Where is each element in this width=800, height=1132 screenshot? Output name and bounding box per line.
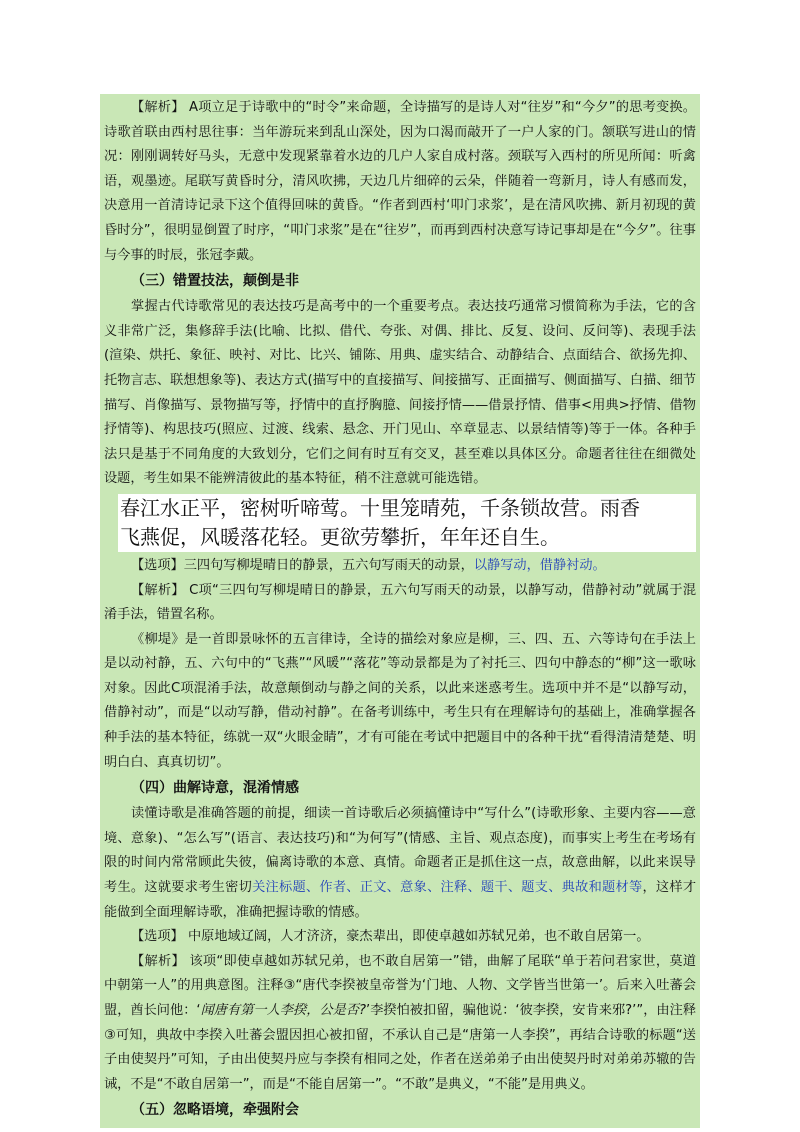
- analysis-paragraph-2: [104, 579, 696, 628]
- section-heading-4: （四）曲解诗意，混淆情感: [131, 780, 299, 797]
- analysis-paragraph-3: [104, 950, 696, 1098]
- option-paragraph-1: [104, 554, 696, 579]
- section-heading-3: （三）错置技法，颠倒是非: [131, 273, 299, 290]
- analysis-paragraph-1: [104, 96, 696, 268]
- analysis-label: 【解析】: [131, 100, 185, 115]
- poem-line-1: 春江水正平，密树听啼莺。十里笼晴苑，千条锁故营。雨香: [120, 495, 640, 520]
- poem-block: [118, 494, 696, 552]
- option-highlight: 以静写动，借静衬动。: [473, 557, 606, 573]
- option-label: 【选项】: [131, 557, 184, 573]
- analysis-text-b: ’李揆怕被扣留，骗他说：‘彼李揆，安肯来邪?’”，由注释③可知，典故中李揆入吐蕃会盟因担心被扣留，不承认自己是“唐第一人李揆”，再结合诗歌的标题“送子由使契丹”可知，子由出使契丹应与李揆有相同之处，作者在送弟弟子由出使契丹时对弟弟苏辙的告诫，不是“不敢自居第一”，而是“不能自居第一”。“不敢”是典义，“不能”是用典义。: [104, 1003, 697, 1092]
- liudi-paragraph: 《柳堤》是一首即景咏怀的五言律诗，全诗的描绘对象应是柳，三、四、五、六等诗句在手法上是以动衬静，五、六句中的“飞燕”“风暖”“落花”等动景都是为了衬托三、四句中静态的“柳”这一歌咏对象。因此C项混淆手法，故意颠倒动与静之间的关系，以此来迷惑考生。选项中并不是“以静写动，借静衬动”，而是“以动写静，借动衬静”。在备考训练中，考生只有在理解诗句的基础上，准确掌握各种手法的基本特征，练就一双“火眼金睛”，才有可能在考试中把题目中的各种干扰“看得清清楚楚、明明白白、真真切切”。: [104, 631, 696, 770]
- analysis-label: 【解析】: [131, 582, 185, 598]
- analysis-text: A项立足于诗歌中的“时令”来命题，全诗描写的是诗人对“往岁”和“今夕”的思考变换。诗歌首联由西村思往事：当年游玩来到乱山深处，因为口渴而敲开了一户人家的门。颔联写进山的情况：刚刚调转好马头，无意中发现紧靠着水边的几户人家自成村落。颈联写入西村的所见所闻：听禽语，观墨迹。尾联写黄昏时分，清风吹拂，天边几片细碎的云朵，伴随着一弯新月，诗人有感而发，决意用一首清诗记录下这个值得回味的黄昏。“作者到西村‘叩门求浆’，是在清风吹拂、新月初现的黄昏时分”，很明显倒置了时序，“叩门求浆”是在“往岁”，而再到西村决意写诗记事却是在“今夕”。往事与今事的时辰，张冠李戴。: [104, 100, 696, 263]
- option-text: 三四句写柳堤晴日的静景，五六句写雨天的动景，: [183, 557, 474, 573]
- analysis-label: 【解析】: [131, 953, 185, 969]
- option-text: 中原地域辽阔，人才济济，豪杰辈出，即使卓越如苏轼兄弟，也不敢自居第一。: [183, 929, 650, 945]
- reading-text-a: 读懂诗歌是准确答题的前提，细读一首诗歌后必须搞懂诗中“写什么”(诗歌形象、主要内容——意境、意象)、“怎么写”(语言、表达技巧)和“为何写”(情感、主旨、观点态度)，而事实上考生在考场有限的时间内常常顾此失彼，偏离诗歌的本意、真情。命题者正是抓住这一点，故意曲解，以此来误导考生。这就要求考生密切: [104, 806, 696, 896]
- techniques-paragraph: 掌握古代诗歌常见的表达技巧是高考中的一个重要考点。表达技巧通常习惯简称为手法，它的含义非常广泛，集修辞手法(比喻、比拟、借代、夸张、对偶、排比、反复、设问、反问等)、表现手法(渲染、烘托、象征、映衬、对比、比兴、铺陈、用典、虚实结合、动静结合、点面结合、欲扬先抑、托物言志、联想想象等)、表达方式(描写中的直接描写、间接描写、正面描写、侧面描写、白描、细节描写、肖像描写、景物描写等，抒情中的直抒胸臆、间接抒情——借景抒情、借事<用典>抒情、借物抒情等)、构思技巧(照应、过渡、线索、悬念、开门见山、卒章显志、以景结情等)等于一体。各种手法只是基于不同角度的大致划分，它们之间有时互有交叉，甚至难以具体区分。命题者往往在细微处设题，考生如果不能辨清彼此的基本特征，稍不注意就可能选错。: [104, 299, 696, 487]
- option-label: 【选项】: [131, 929, 184, 945]
- analysis-quote-italic: 闻唐有第一人李揆，公是否?: [200, 1003, 366, 1018]
- poem-line-2: 飞燕促，风暖落花轻。更欲劳攀折，年年还自生。: [120, 524, 560, 549]
- reading-paragraph: [104, 802, 696, 925]
- highlighted-content: [100, 94, 700, 1128]
- reading-highlight: 关注标题、作者、正文、意象、注释、题干、题支、典故和题材等: [252, 880, 643, 896]
- section-heading-5: （五）忽略语境，牵强附会: [131, 1102, 299, 1119]
- reading-text-b: ，这样才能做到全面理解诗歌，准确把握诗歌的情感。: [104, 880, 697, 920]
- analysis-text: C项“三四句写柳堤晴日的静景，五六句写雨天的动景，以静写动，借静衬动”就属于混淆手法，错置名称。: [104, 582, 697, 623]
- analysis-text-a: 该项“即使卓越如苏轼兄弟，也不敢自居第一”错，曲解了尾联“单于若问君家世，莫道中朝第一人”的用典意图。注释③“唐代李揆被皇帝誉为‘门地、人物、文学皆当世第一’。后来入吐蕃会盟，酋长问他：‘: [104, 953, 697, 1018]
- option-paragraph-2: [104, 925, 696, 950]
